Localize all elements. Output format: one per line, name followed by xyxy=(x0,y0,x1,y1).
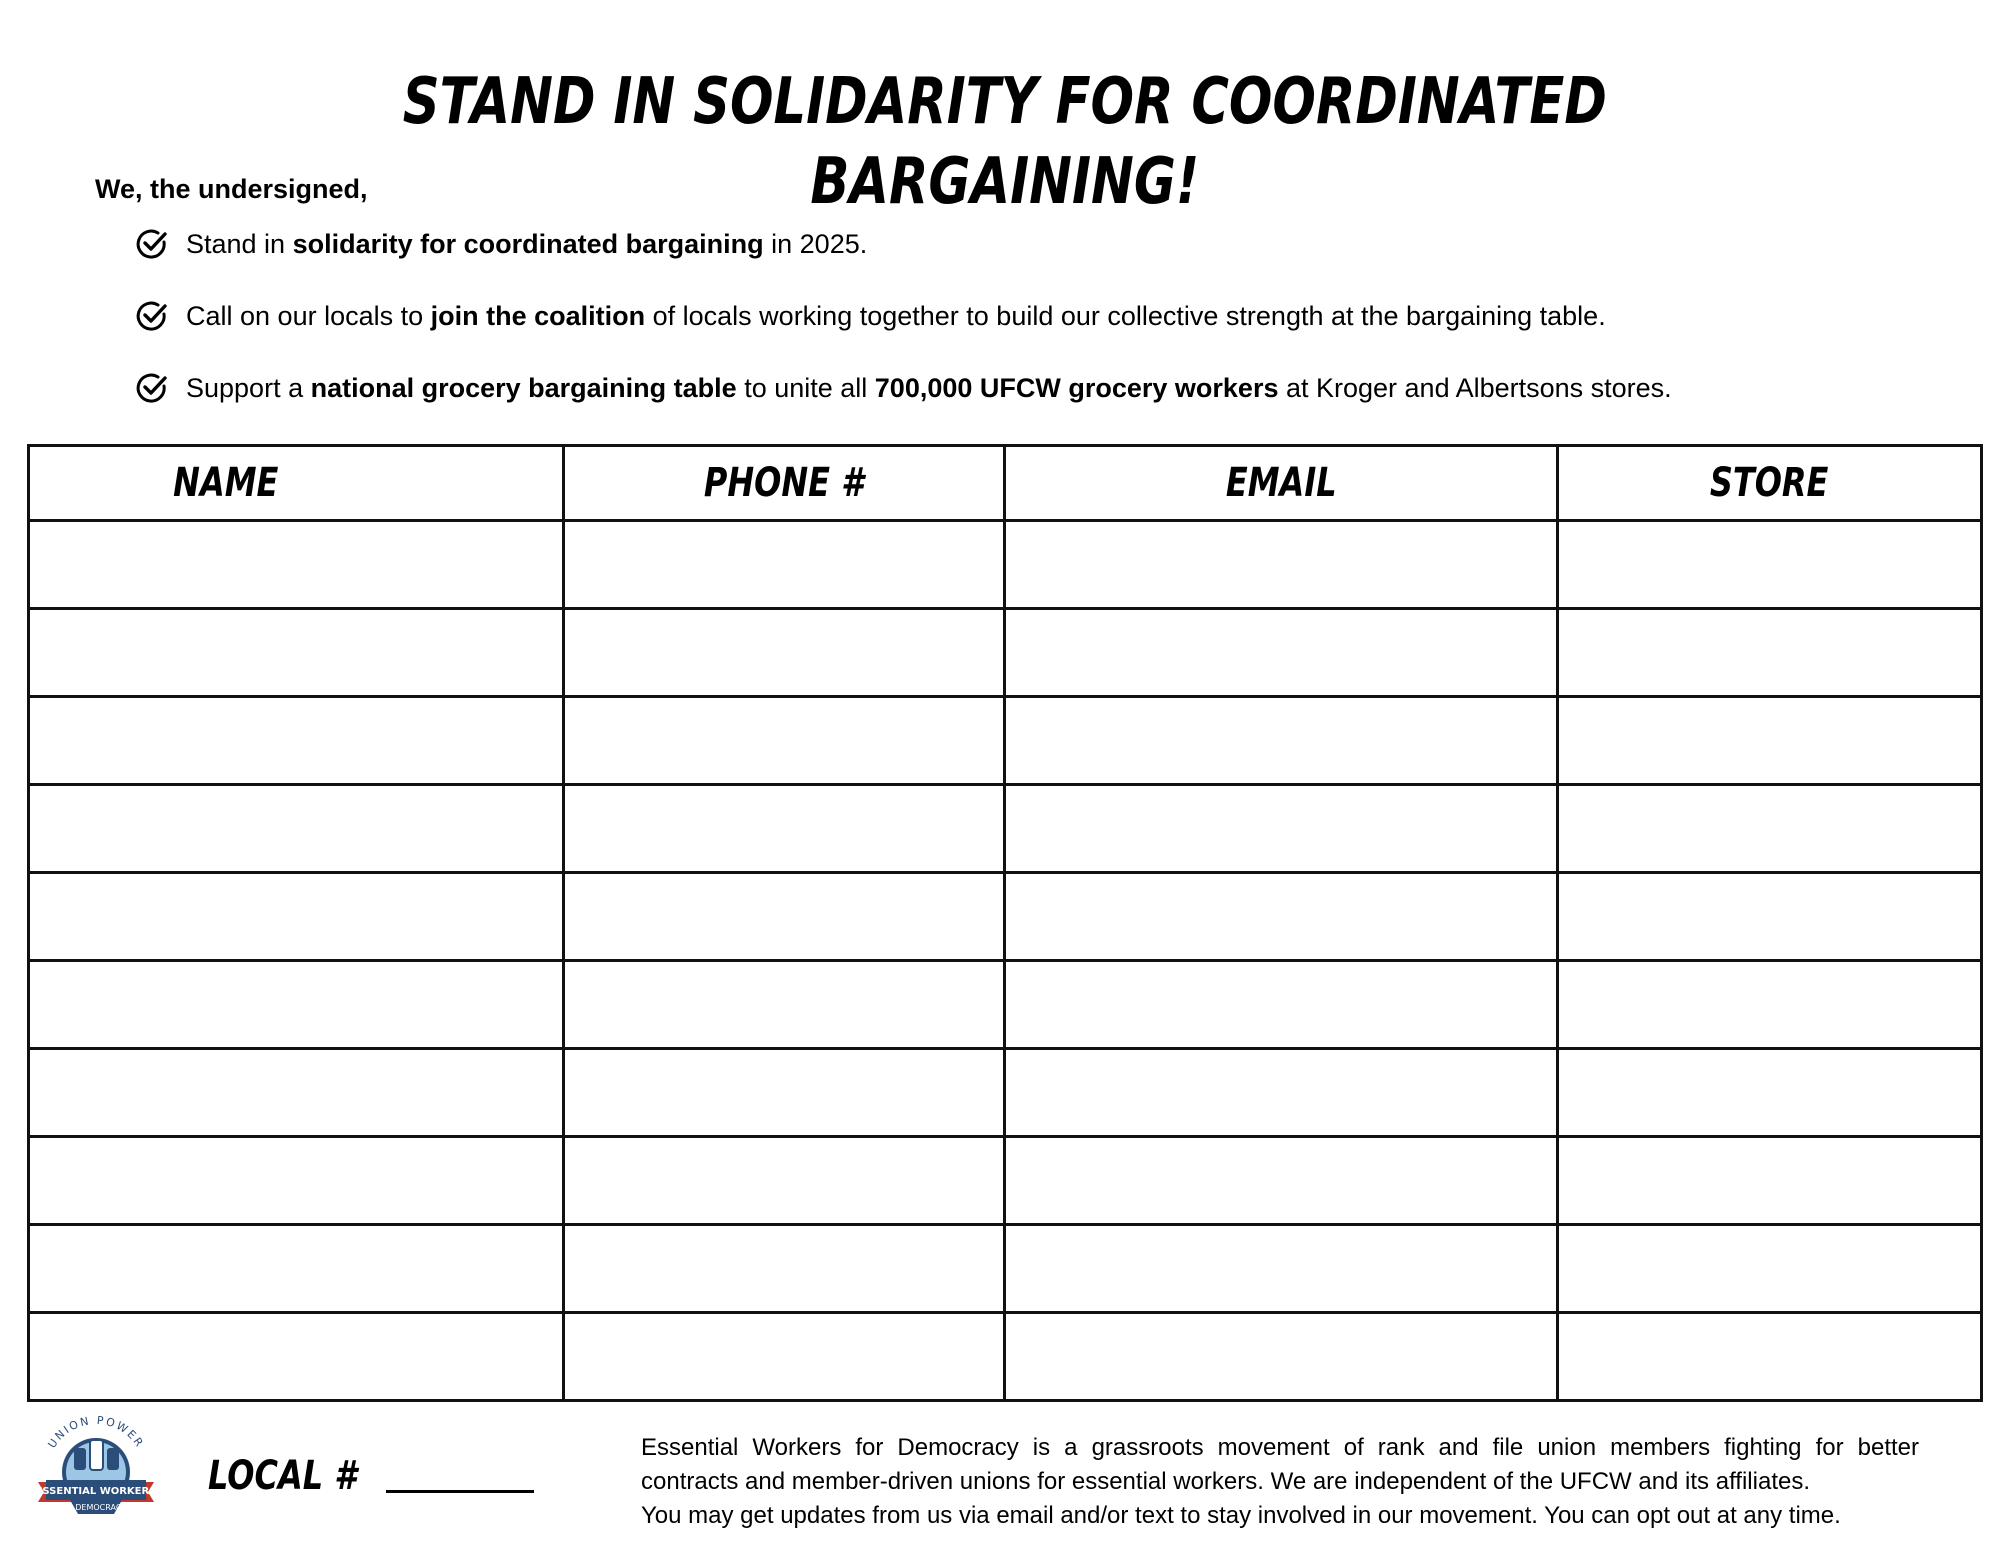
blank-cell-store[interactable] xyxy=(1558,1049,1982,1137)
table-header-row xyxy=(29,446,1982,521)
blank-cell-name[interactable] xyxy=(29,697,564,785)
blank-cell-phone[interactable] xyxy=(564,1137,1005,1225)
svg-text:ESSENTIAL WORKERS: ESSENTIAL WORKERS xyxy=(35,1486,157,1497)
pledge-item xyxy=(134,368,1672,408)
blank-cell-name[interactable] xyxy=(29,873,564,961)
table-row xyxy=(29,1313,1982,1401)
blank-cell-phone[interactable] xyxy=(564,1225,1005,1313)
blank-cell-email[interactable] xyxy=(1005,1137,1558,1225)
blank-cell-store[interactable] xyxy=(1558,785,1982,873)
table-row xyxy=(29,1049,1982,1137)
essential-workers-logo xyxy=(34,1414,158,1524)
blank-cell-phone[interactable] xyxy=(564,1049,1005,1137)
column-header-phone: PHONE # xyxy=(564,446,1005,521)
blank-cell-email[interactable] xyxy=(1005,521,1558,609)
blank-cell-email[interactable] xyxy=(1005,1313,1558,1401)
blank-cell-phone[interactable] xyxy=(564,1313,1005,1401)
column-header-email: EMAIL xyxy=(1005,446,1558,521)
blank-cell-store[interactable] xyxy=(1558,961,1982,1049)
column-header-name: NAME xyxy=(29,446,564,521)
page-title: STAND IN SOLIDARITY FOR COORDINATED BARGAINING! xyxy=(402,65,1607,219)
blank-cell-email[interactable] xyxy=(1005,961,1558,1049)
blank-cell-store[interactable] xyxy=(1558,1137,1982,1225)
blank-cell-name[interactable] xyxy=(29,785,564,873)
svg-text:for DEMOCRACY: for DEMOCRACY xyxy=(65,1503,127,1512)
local-number-field[interactable] xyxy=(208,1450,534,1499)
check-circle-icon xyxy=(134,370,170,406)
blank-cell-store[interactable] xyxy=(1558,521,1982,609)
blank-cell-name[interactable] xyxy=(29,1137,564,1225)
local-label: LOCAL # xyxy=(208,1453,357,1499)
table-row xyxy=(29,961,1982,1049)
blank-cell-store[interactable] xyxy=(1558,873,1982,961)
footer-disclaimer: Essential Workers for Democracy is a grassroots movement of rank and file union members fighting for better contracts and member-driven unions for essential workers. We are independent of the UFCW and its affiliates. You may get updates from us via email and/or text to stay involved in our movement. You can opt out at any time. xyxy=(641,1434,1919,1529)
blank-cell-name[interactable] xyxy=(29,521,564,609)
blank-cell-store[interactable] xyxy=(1558,1313,1982,1401)
blank-cell-store[interactable] xyxy=(1558,1225,1982,1313)
table-row xyxy=(29,873,1982,961)
blank-cell-store[interactable] xyxy=(1558,609,1982,697)
blank-cell-name[interactable] xyxy=(29,1225,564,1313)
table-row xyxy=(29,785,1982,873)
table-row xyxy=(29,609,1982,697)
column-header-store: STORE xyxy=(1558,446,1982,521)
blank-cell-email[interactable] xyxy=(1005,609,1558,697)
table-row xyxy=(29,521,1982,609)
pledge-text: Call on our locals to join the coalition of locals working together to build our collective strength at the bargaining table. xyxy=(186,300,1606,331)
svg-text:UNION POWER: UNION POWER xyxy=(45,1414,147,1451)
blank-cell-store[interactable] xyxy=(1558,697,1982,785)
local-number-blank[interactable] xyxy=(386,1450,534,1493)
pledge-item xyxy=(134,224,867,264)
check-circle-icon xyxy=(134,298,170,334)
blank-cell-phone[interactable] xyxy=(564,785,1005,873)
blank-cell-email[interactable] xyxy=(1005,1049,1558,1137)
blank-cell-phone[interactable] xyxy=(564,609,1005,697)
pledge-text: Support a national grocery bargaining table to unite all 700,000 UFCW grocery workers at Kroger and Albertsons stores. xyxy=(186,372,1672,403)
pledge-item xyxy=(134,296,1606,336)
blank-cell-name[interactable] xyxy=(29,1049,564,1137)
blank-cell-phone[interactable] xyxy=(564,961,1005,1049)
blank-cell-name[interactable] xyxy=(29,609,564,697)
table-row xyxy=(29,1225,1982,1313)
pledge-text: Stand in solidarity for coordinated bargaining in 2025. xyxy=(186,228,868,259)
blank-cell-email[interactable] xyxy=(1005,873,1558,961)
table-row xyxy=(29,697,1982,785)
blank-cell-phone[interactable] xyxy=(564,521,1005,609)
blank-cell-email[interactable] xyxy=(1005,785,1558,873)
blank-cell-name[interactable] xyxy=(29,961,564,1049)
blank-cell-phone[interactable] xyxy=(564,873,1005,961)
check-circle-icon xyxy=(134,226,170,262)
blank-cell-name[interactable] xyxy=(29,1313,564,1401)
blank-cell-email[interactable] xyxy=(1005,1225,1558,1313)
intro-text: We, the undersigned, xyxy=(95,174,368,204)
table-row xyxy=(29,1137,1982,1225)
blank-cell-email[interactable] xyxy=(1005,697,1558,785)
blank-cell-phone[interactable] xyxy=(564,697,1005,785)
signature-table xyxy=(27,444,1980,1402)
